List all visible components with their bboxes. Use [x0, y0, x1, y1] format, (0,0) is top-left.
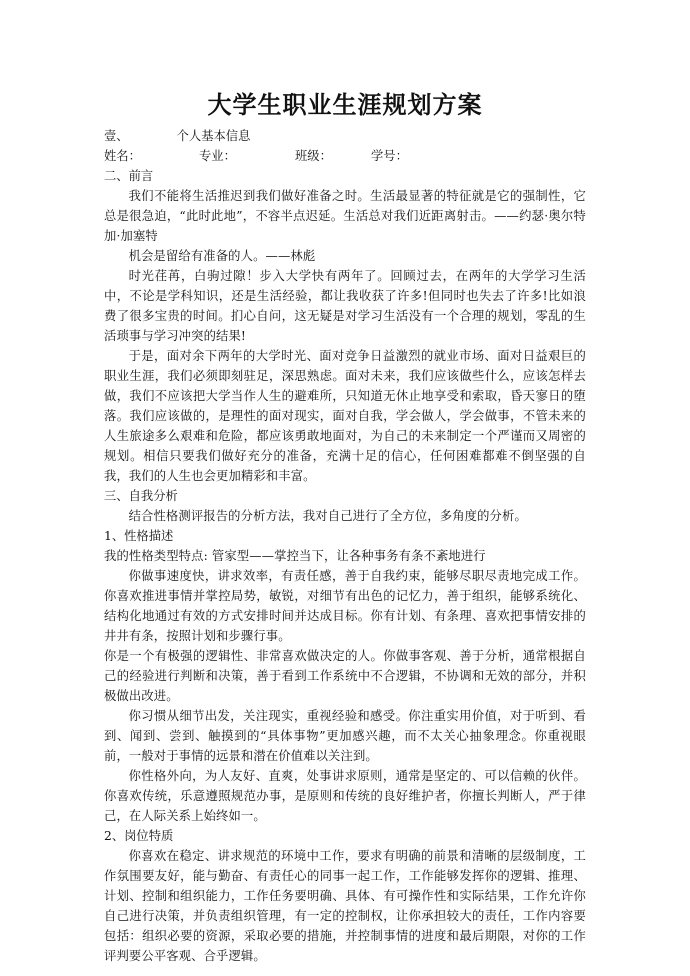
basic-info-row	[104, 146, 586, 166]
section1-label: 个人基本信息	[176, 129, 251, 143]
personality-paragraph-3: 你习惯从细节出发，关注现实，重视经验和感受。你注重实用价值，对于听到、看到、闻到、尝到、触摸到的“具体事物”更加感兴趣，而不太关心抽象理念。你重视眼前，一般对于事情的远景和潜在价值难以关注到。	[104, 709, 586, 763]
name-field-label: 姓名：	[104, 149, 141, 163]
major-field-label: 专业：	[199, 149, 236, 163]
personality-subheading: 1、性格描述	[104, 529, 174, 543]
section1-heading	[104, 126, 586, 146]
preface-paragraph-1: 时光荏苒，白驹过隙！步入大学快有两年了。回顾过去，在两年的大学学习生活中，不论是学科知识，还是生活经验，都让我收获了许多!但同时也失去了许多!比如浪费了很多宝贵的时间。扪心自问，这无疑是对学习生活没有一个合理的规划，零乱的生活琐事与学习冲突的结果!	[104, 269, 586, 343]
student-id-field-label: 学号：	[371, 149, 408, 163]
section1-number: 壹、	[104, 129, 129, 143]
job-traits-paragraph: 你喜欢在稳定、讲求规范的环境中工作，要求有明确的前景和清晰的层级制度，工作氛围要友好，能与勤奋、有责任心的同事一起工作，工作能够发挥你的逻辑、推理、计划、控制和组织能力，工作任务要明确、具体、有可操作性和实际结果，工作允许你自己进行决策，并负责组织管理，有一定的控制权，让你承担较大的责任，工作内容要包括：组织必要的资源，采取必要的措施，并控制事情的进度和最后期限，对你的工作评判要公平客观、合乎逻辑。	[104, 849, 586, 963]
personality-paragraph-2: 你是一个有极强的逻辑性、非常喜欢做决定的人。你做事客观、善于分析，通常根据自己的经验进行判断和决策，善于看到工作系统中不合逻辑，不协调和无效的部分，并积极做出改进。	[104, 649, 586, 703]
preface-quote: 我们不能将生活推迟到我们做好准备之时。生活最显著的特征就是它的强制性，它总是很急迫，“此时此地”，不容半点迟延。生活总对我们近距离射击。——约瑟·奥尔特加·加塞特	[104, 189, 586, 243]
personality-type-line: 我的性格类型特点: 管家型——掌控当下，让各种事务有条不紊地进行	[104, 549, 486, 563]
section2-heading: 二、前言	[104, 169, 154, 183]
self-analysis-intro: 结合性格测评报告的分析方法，我对自己进行了全方位，多角度的分析。	[128, 509, 527, 523]
job-traits-subheading: 2、岗位特质	[104, 829, 174, 843]
personality-paragraph-4: 你性格外向，为人友好、直爽，处事讲求原则，通常是坚定的、可以信赖的伙伴。你喜欢传统，乐意遵照规范办事，是原则和传统的良好维护者，你擅长判断人，严于律己，在人际关系上始终如一。	[104, 769, 586, 823]
preface-paragraph-2: 于是，面对余下两年的大学时光、面对竞争日益激烈的就业市场、面对日益艰巨的职业生涯，我们必须即刻驻足，深思熟虑。面对未来，我们应该做些什么，应该怎样去做，我们不应该把大学当作人生的避难所，只知道无休止地享受和索取，昏天寥日的堕落。我们应该做的，是理性的面对现实，面对自我，学会做人，学会做事，不管未来的人生旅途多么艰难和危险，都应该勇敢地面对，为自己的未来制定一个严谨而又周密的规划。相信只要我们做好充分的准备，充满十足的信心，任何困难都难不倒坚强的自我，我们的人生也会更加精彩和丰富。	[104, 349, 586, 483]
section3-heading: 三、自我分析	[104, 489, 178, 503]
document-title: 大学生职业生涯规划方案	[207, 91, 483, 119]
document-body	[104, 88, 586, 966]
personality-paragraph-1: 你做事速度快，讲求效率，有责任感，善于自我约束，能够尽职尽责地完成工作。你喜欢推进事情并掌控局势，敏锐，对细节有出色的记忆力，善于组织，能够系统化、结构化地通过有效的方式安排时间并达成目标。你有计划、有条理、喜欢把事情安排的井井有条，按照计划和步骤行事。	[104, 569, 586, 643]
class-field-label: 班级：	[295, 149, 332, 163]
preface-quote-2: 机会是留给有准备的人。——林彪	[128, 249, 316, 263]
